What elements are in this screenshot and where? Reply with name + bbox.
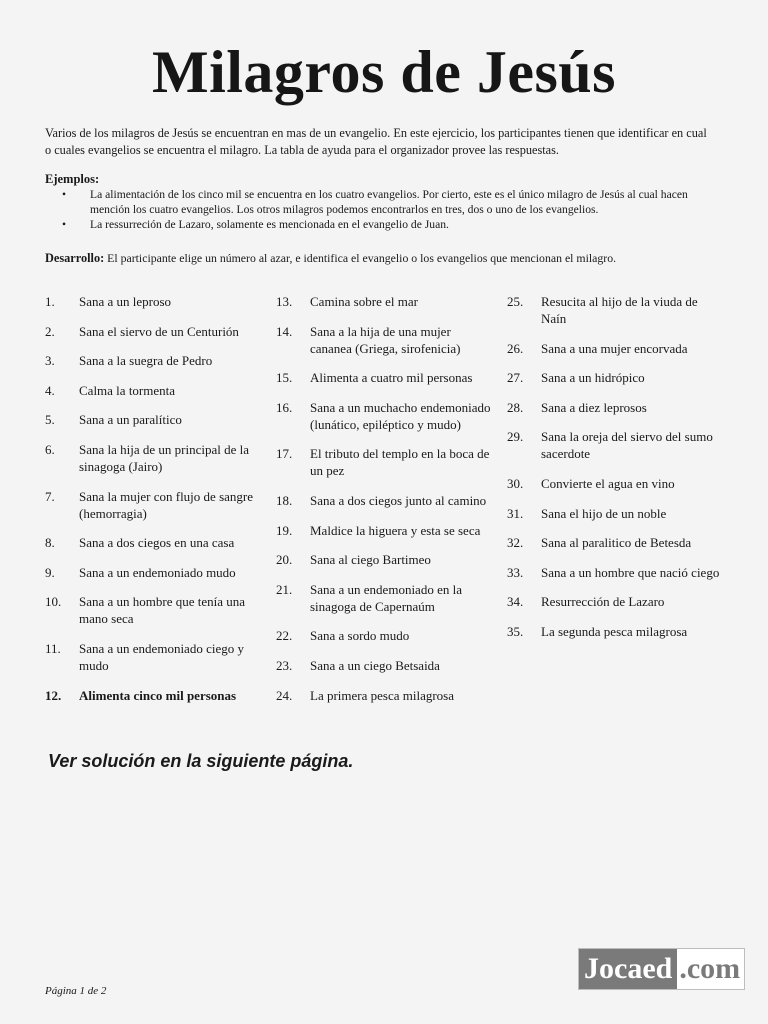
list-item: 30. Convierte el agua en vino: [507, 475, 675, 491]
list-item: 25. Resucita al hijo de la viuda de Naín: [507, 294, 698, 326]
list-item: 24. La primera pesca milagrosa: [276, 687, 455, 703]
desarrollo-paragraph: [45, 250, 725, 266]
solution-note: Ver solución en la siguiente página.: [48, 751, 354, 771]
example-item: • La ressurreción de Lazaro, solamente es mencionada en el evangelio de Juan.: [62, 218, 449, 231]
list-item: 27. Sana a un hidrópico: [507, 370, 645, 386]
list-item: 17. El tributo del templo en la boca de un pez: [276, 446, 490, 479]
list-item: 18. Sana a dos ciegos junto al camino: [276, 492, 487, 508]
list-item: 6. Sana la hija de un principal de la sinagoga (Jairo): [45, 441, 250, 474]
list-item: 3. Sana a la suegra de Pedro: [45, 353, 213, 369]
list-item: 35. La segunda pesca milagrosa: [507, 623, 688, 639]
list-item: 16. Sana a un muchacho endemoniado (lunático, epiléptico y mudo): [276, 399, 491, 432]
list-item: 32. Sana al paralitico de Betesda: [507, 535, 692, 551]
list-item: 13. Camina sobre el mar: [276, 294, 418, 309]
list-item: 14. Sana a la hija de una mujer cananea (Griega, sirofenicia): [276, 323, 461, 356]
examples-heading: Ejemplos:: [45, 172, 100, 186]
list-item: 23. Sana a un ciego Betsaida: [276, 657, 440, 673]
list-item: 1. Sana a un leproso: [45, 294, 172, 309]
list-item: 7. Sana la mujer con flujo de sangre (hemorragia): [45, 488, 253, 521]
miracles-column-1: [45, 293, 260, 716]
list-item: 11. Sana a un endemoniado ciego y mudo: [45, 640, 244, 673]
list-item: 2. Sana el siervo de un Centurión: [45, 323, 239, 339]
list-item: 29. Sana la oreja del siervo del sumo sacerdote: [507, 429, 713, 462]
list-item-highlighted: 12. Alimenta cinco mil personas: [45, 687, 237, 703]
list-item: 15. Alimenta a cuatro mil personas: [276, 370, 473, 386]
desarrollo-label: Desarrollo:: [45, 251, 105, 265]
list-item: 9. Sana a un endemoniado mudo: [45, 564, 236, 580]
list-item: 19. Maldice la higuera y esta se seca: [276, 522, 481, 538]
list-item: 33. Sana a un hombre que nació ciego: [507, 564, 720, 580]
list-item: 26. Sana a una mujer encorvada: [507, 340, 688, 356]
jocaed-logo: [578, 948, 745, 990]
examples-list: [62, 187, 712, 232]
example-item: • La alimentación de los cinco mil se encuentra en los cuatro evangelios. Por cierto, este es el único milagro de Jesús al cual hacen mención los cuatro evangelios. Los otros milagros podemos encontrarlos en tres, dos o uno de los evangelios.: [62, 188, 688, 216]
miracles-column-2: [276, 293, 491, 716]
logo-part-1: Jocaed: [579, 949, 677, 989]
list-item: 8. Sana a dos ciegos en una casa: [45, 535, 235, 551]
intro-paragraph: Varios de los milagros de Jesús se encuentran en mas de un evangelio. En este ejercicio, los participantes tienen que identificar en cual o cuales evangelios se encuentra el milagro. La tabla de ayuda para el organizador provee las respuestas.: [45, 126, 707, 157]
list-item: 31. Sana el hijo de un noble: [507, 505, 667, 521]
list-item: 20. Sana al ciego Bartimeo: [276, 552, 431, 568]
list-item: 21. Sana a un endemoniado en la sinagoga de Capernaúm: [276, 581, 462, 614]
list-item: 28. Sana a diez leprosos: [507, 399, 647, 415]
list-item: 5. Sana a un paralítico: [45, 412, 182, 428]
bullet-icon: •: [62, 218, 67, 231]
logo-part-2: .com: [679, 952, 741, 985]
desarrollo-text: El participante elige un número al azar, e identifica el evangelio o los evangelios que mencionan el milagro.: [104, 251, 617, 265]
list-item: 10. Sana a un hombre que tenía una mano seca: [45, 594, 246, 627]
list-item: 34. Resurrección de Lazaro: [507, 594, 665, 610]
list-item: 4. Calma la tormenta: [45, 382, 176, 398]
miracles-column-3: [507, 293, 722, 653]
bullet-icon: •: [62, 188, 67, 201]
list-item: 22. Sana a sordo mudo: [276, 628, 410, 644]
page-title: Milagros de Jesús: [151, 39, 617, 105]
page-number: Página 1 de 2: [45, 985, 107, 997]
